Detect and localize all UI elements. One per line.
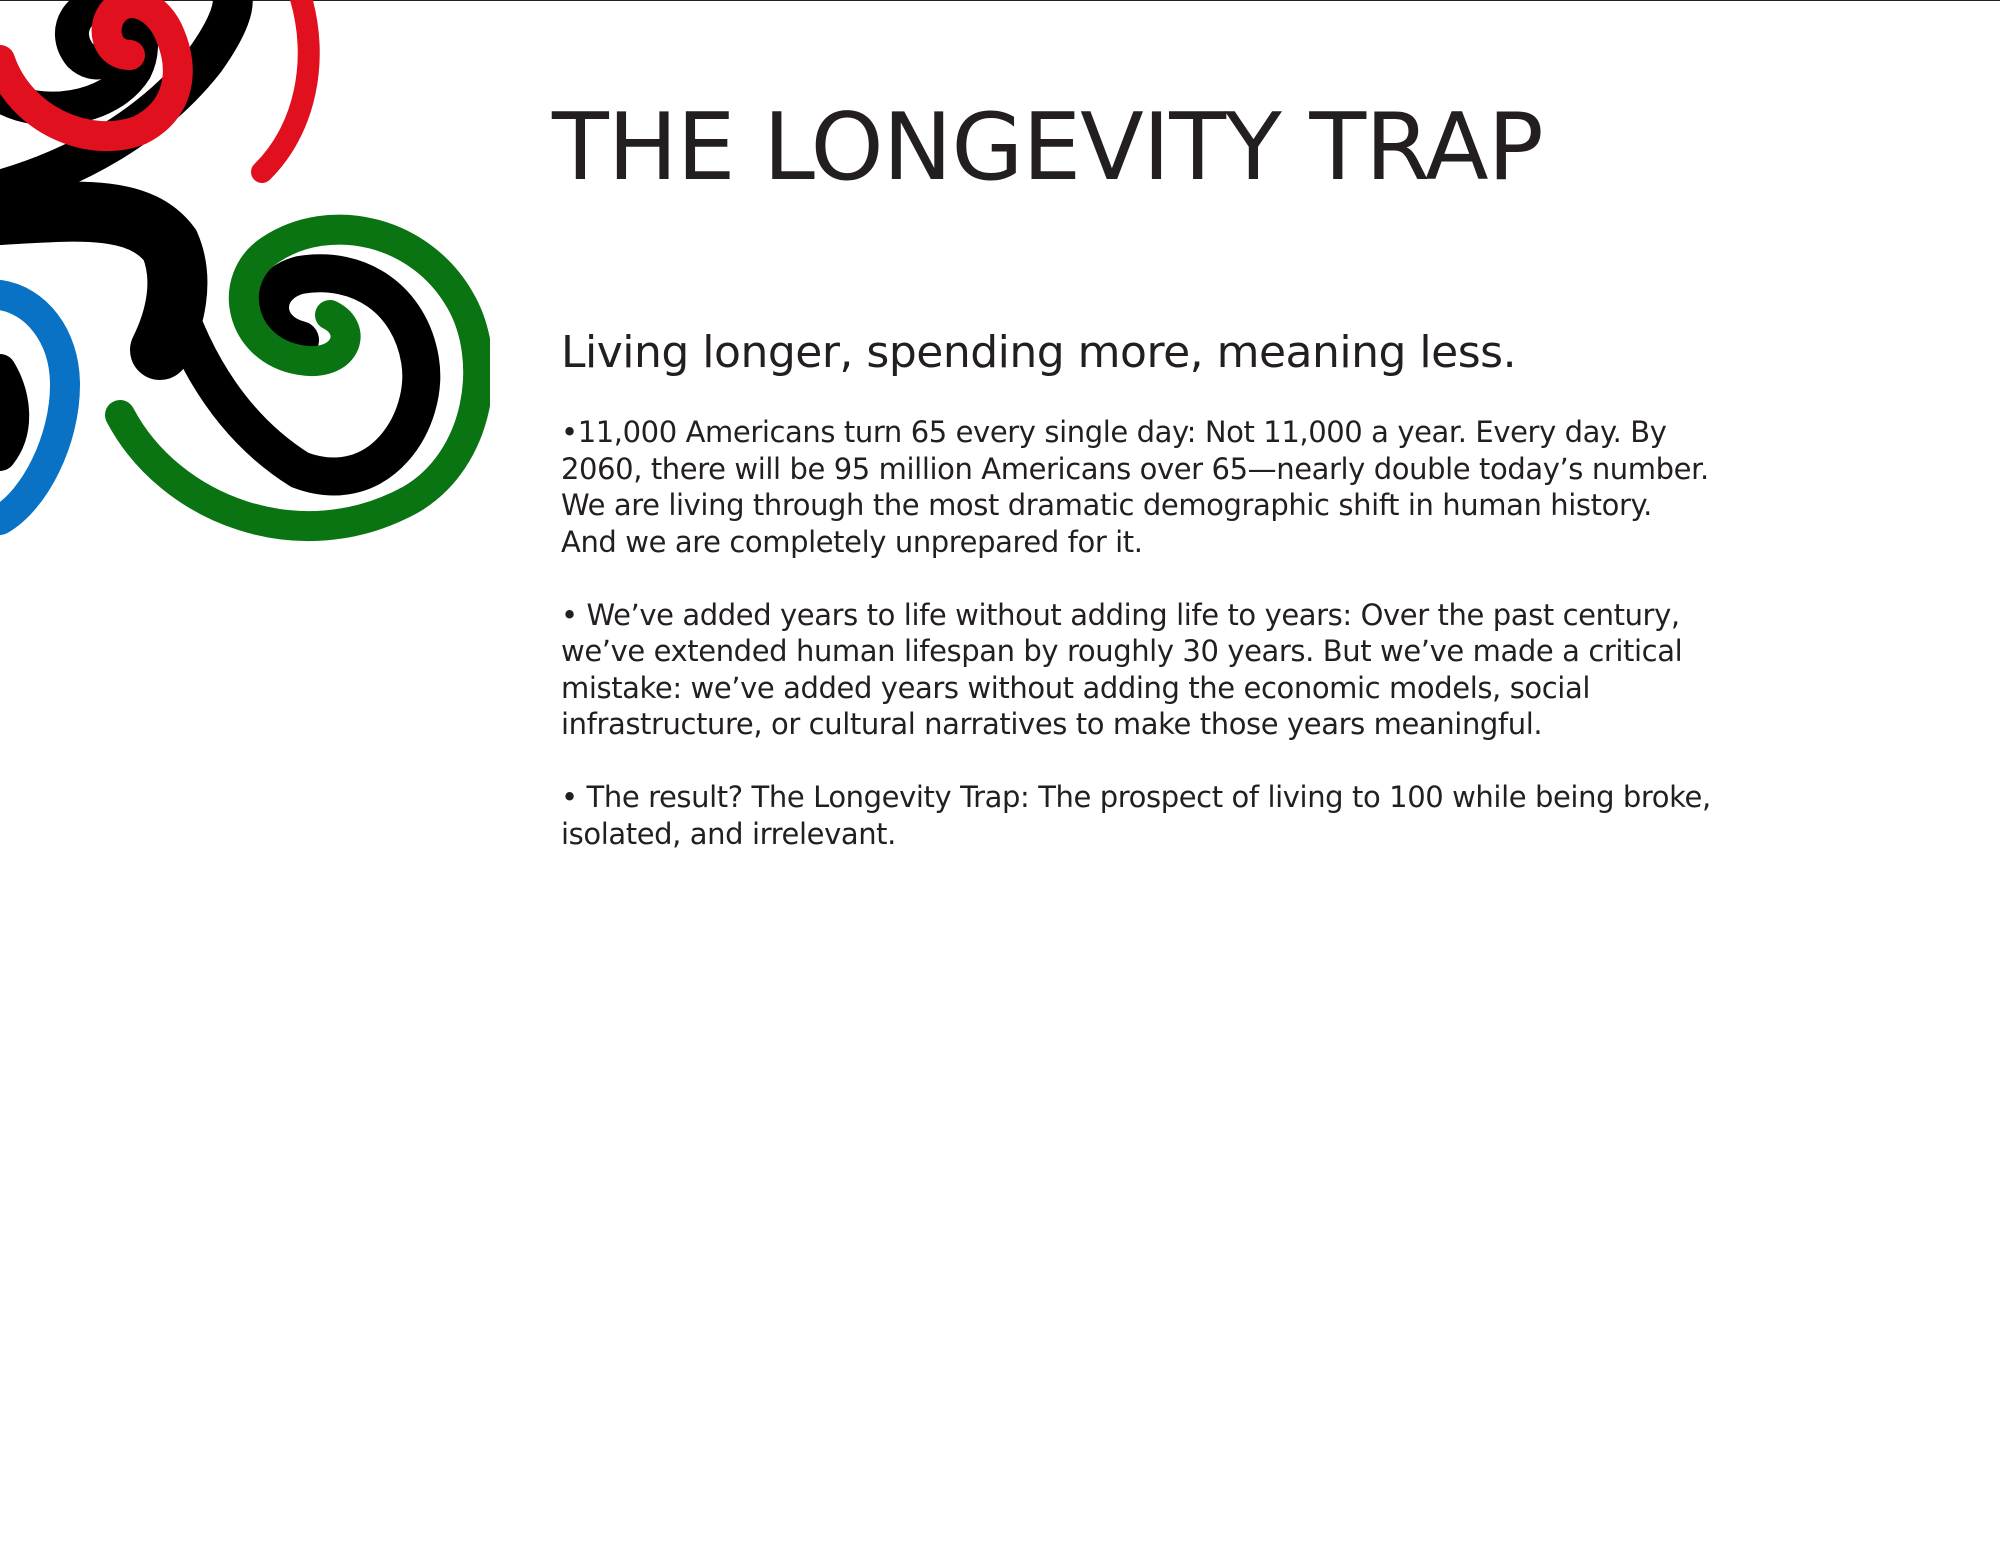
triskelion-spiral-logo-icon [0,0,490,560]
text-line: We are living through the most dramatic demographic shift in human history. [561,488,1652,522]
text-line: And we are completely unprepared for it. [561,524,1143,559]
text-line: isolated, and irrelevant. [561,816,896,851]
slide-subtitle: Living longer, spending more, meaning less. [561,327,1517,378]
black-center-fill [0,212,177,350]
bullet-paragraph [561,597,1761,743]
text-line: we’ve extended human lifespan by roughly 30 years. But we’ve made a critical [561,634,1683,668]
text-line: •11,000 Americans turn 65 every single day: Not 11,000 a year. Every day. By [561,415,1667,449]
bullet-paragraph [561,414,1761,560]
text-line: 2060, there will be 95 million Americans over 65—nearly double today’s number. [561,451,1709,486]
text-line: • We’ve added years to life without adding life to years: Over the past century, [561,597,1680,632]
text-line: mistake: we’ve added years without adding the economic models, social [561,670,1590,705]
text-line: • The result? The Longevity Trap: The prospect of living to 100 while being broke, [561,780,1711,814]
slide-title: THE LONGEVITY TRAP [552,93,1543,201]
bullet-paragraph [561,779,1761,852]
black-spiral-left-curl [0,370,13,455]
slide-body [561,414,1761,889]
red-spiral-tail [262,0,309,172]
text-line: infrastructure, or cultural narratives to make those years meaningful. [561,707,1543,741]
